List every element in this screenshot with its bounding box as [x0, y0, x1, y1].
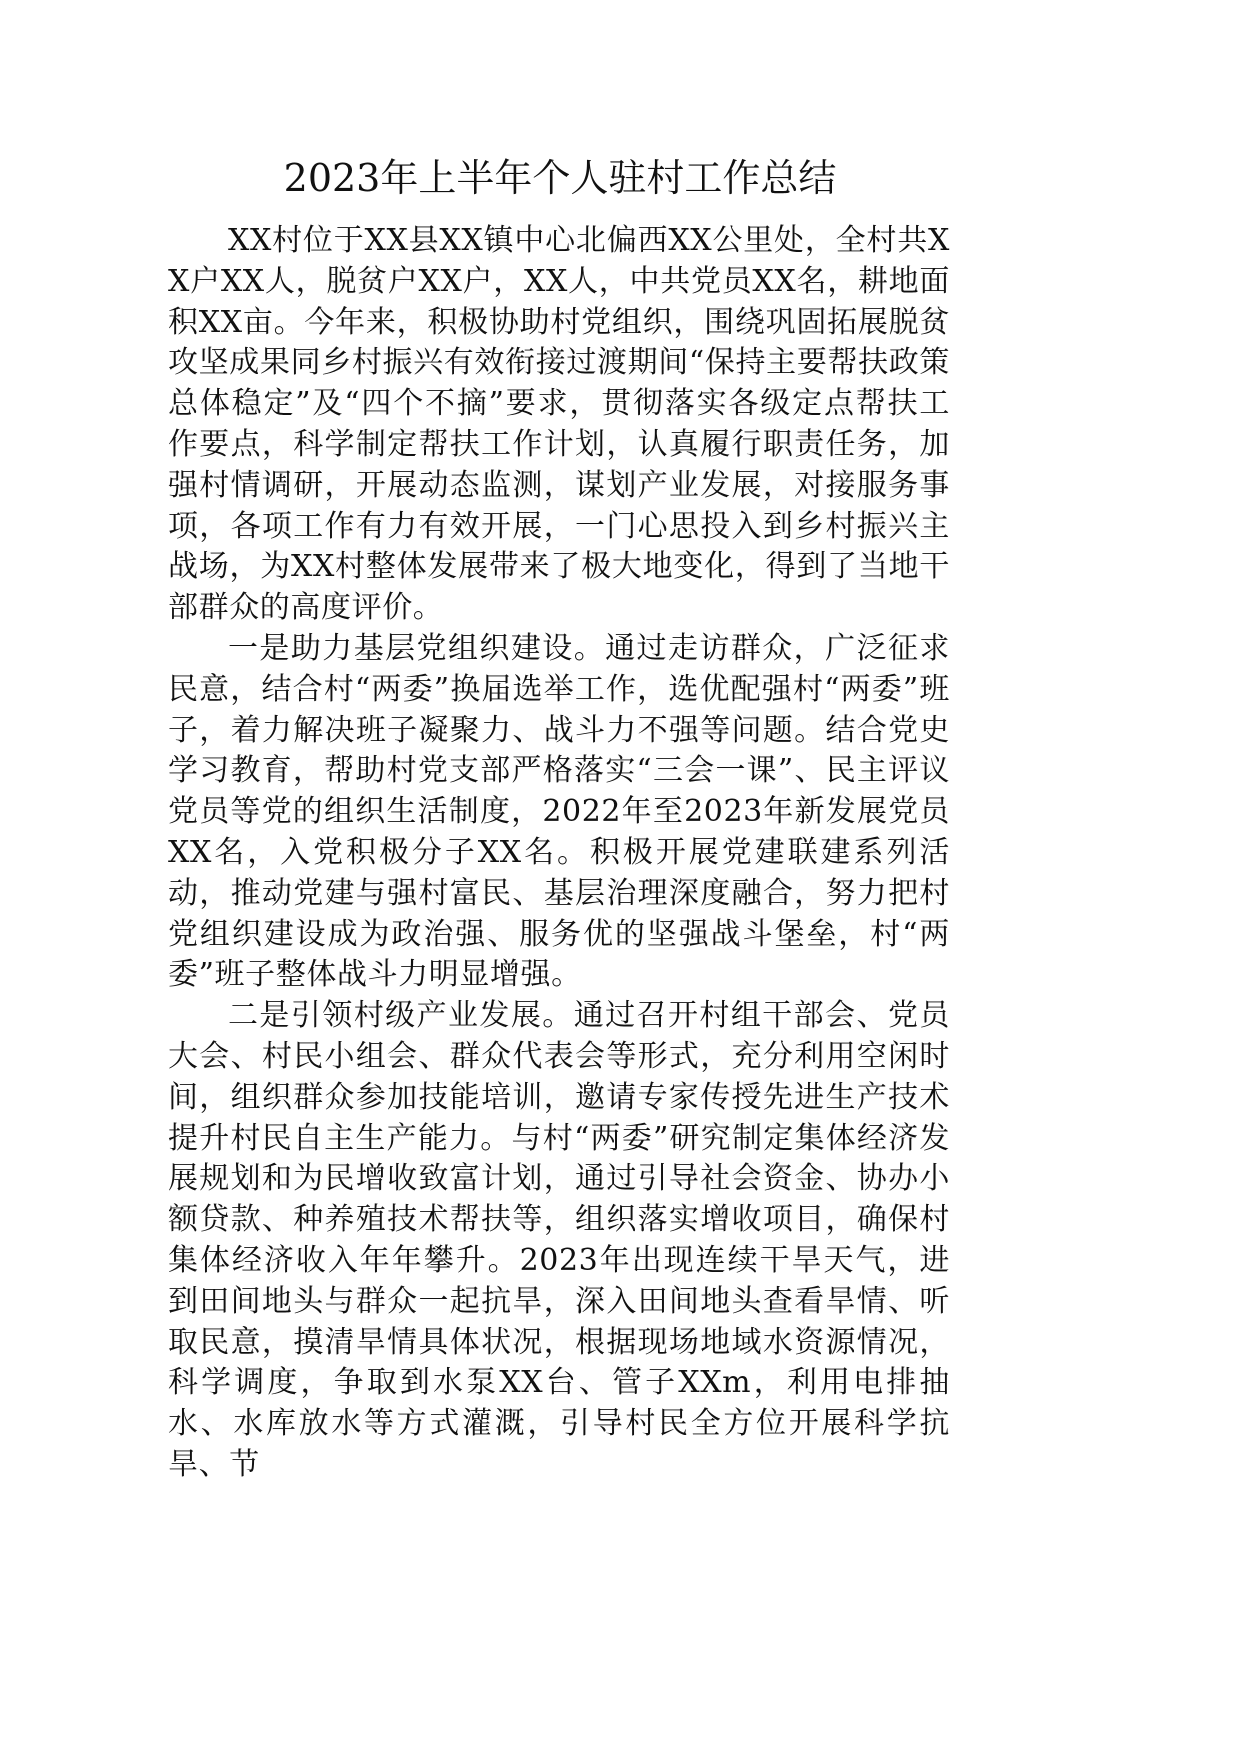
document-body [168, 221, 950, 1486]
document-title: 2023年上半年个人驻村工作总结 [283, 156, 837, 200]
paragraph-party-building: 一是助力基层党组织建设。通过走访群众，广泛征求民意，结合村“两委”换届选举工作，选优配强村“两委”班子，着力解决班子凝聚力、战斗力不强等问题。结合党史学习教育，帮助村党支部严格落实“三会一课”、民主评议党员等党的组织生活制度，2022年至2023年新发展党员XX名，入党积极分子XX名。积极开展党建联建系列活动，推动党建与强村富民、基层治理深度融合，努力把村党组织建设成为政治强、服务优的坚强战斗堡垒，村“两委”班子整体战斗力明显增强。 [168, 630, 950, 993]
paragraph-intro: XX村位于XX县XX镇中心北偏西XX公里处，全村共XX户XX人，脱贫户XX户，XX人，中共党员XX名，耕地面积XX亩。今年来，积极协助村党组织，围绕巩固拓展脱贫攻坚成果同乡村振兴有效衔接过渡期间“保持主要帮扶政策总体稳定”及“四个不摘”要求，贯彻落实各级定点帮扶工作要点，科学制定帮扶工作计划，认真履行职责任务，加强村情调研，开展动态监测，谋划产业发展，对接服务事项，各项工作有力有效开展，一门心思投入到乡村振兴主战场，为XX村整体发展带来了极大地变化，得到了当地干部群众的高度评价。 [168, 223, 950, 626]
paragraph-industry-development: 二是引领村级产业发展。通过召开村组干部会、党员大会、村民小组会、群众代表会等形式，充分利用空闲时间，组织群众参加技能培训，邀请专家传授先进生产技术提升村民自主生产能力。与村“两委”研究制定集体经济发展规划和为民增收致富计划，通过引导社会资金、协办小额贷款、种养殖技术帮扶等，组织落实增收项目，确保村集体经济收入年年攀升。2023年出现连续干旱天气，进到田间地头与群众一起抗旱，深入田间地头查看旱情、听取民意，摸清旱情具体状况，根据现场地域水资源情况，科学调度，争取到水泵XX台、管子XXm，利用电排抽水、水库放水等方式灌溉，引导村民全方位开展科学抗旱、节 [168, 998, 950, 1482]
